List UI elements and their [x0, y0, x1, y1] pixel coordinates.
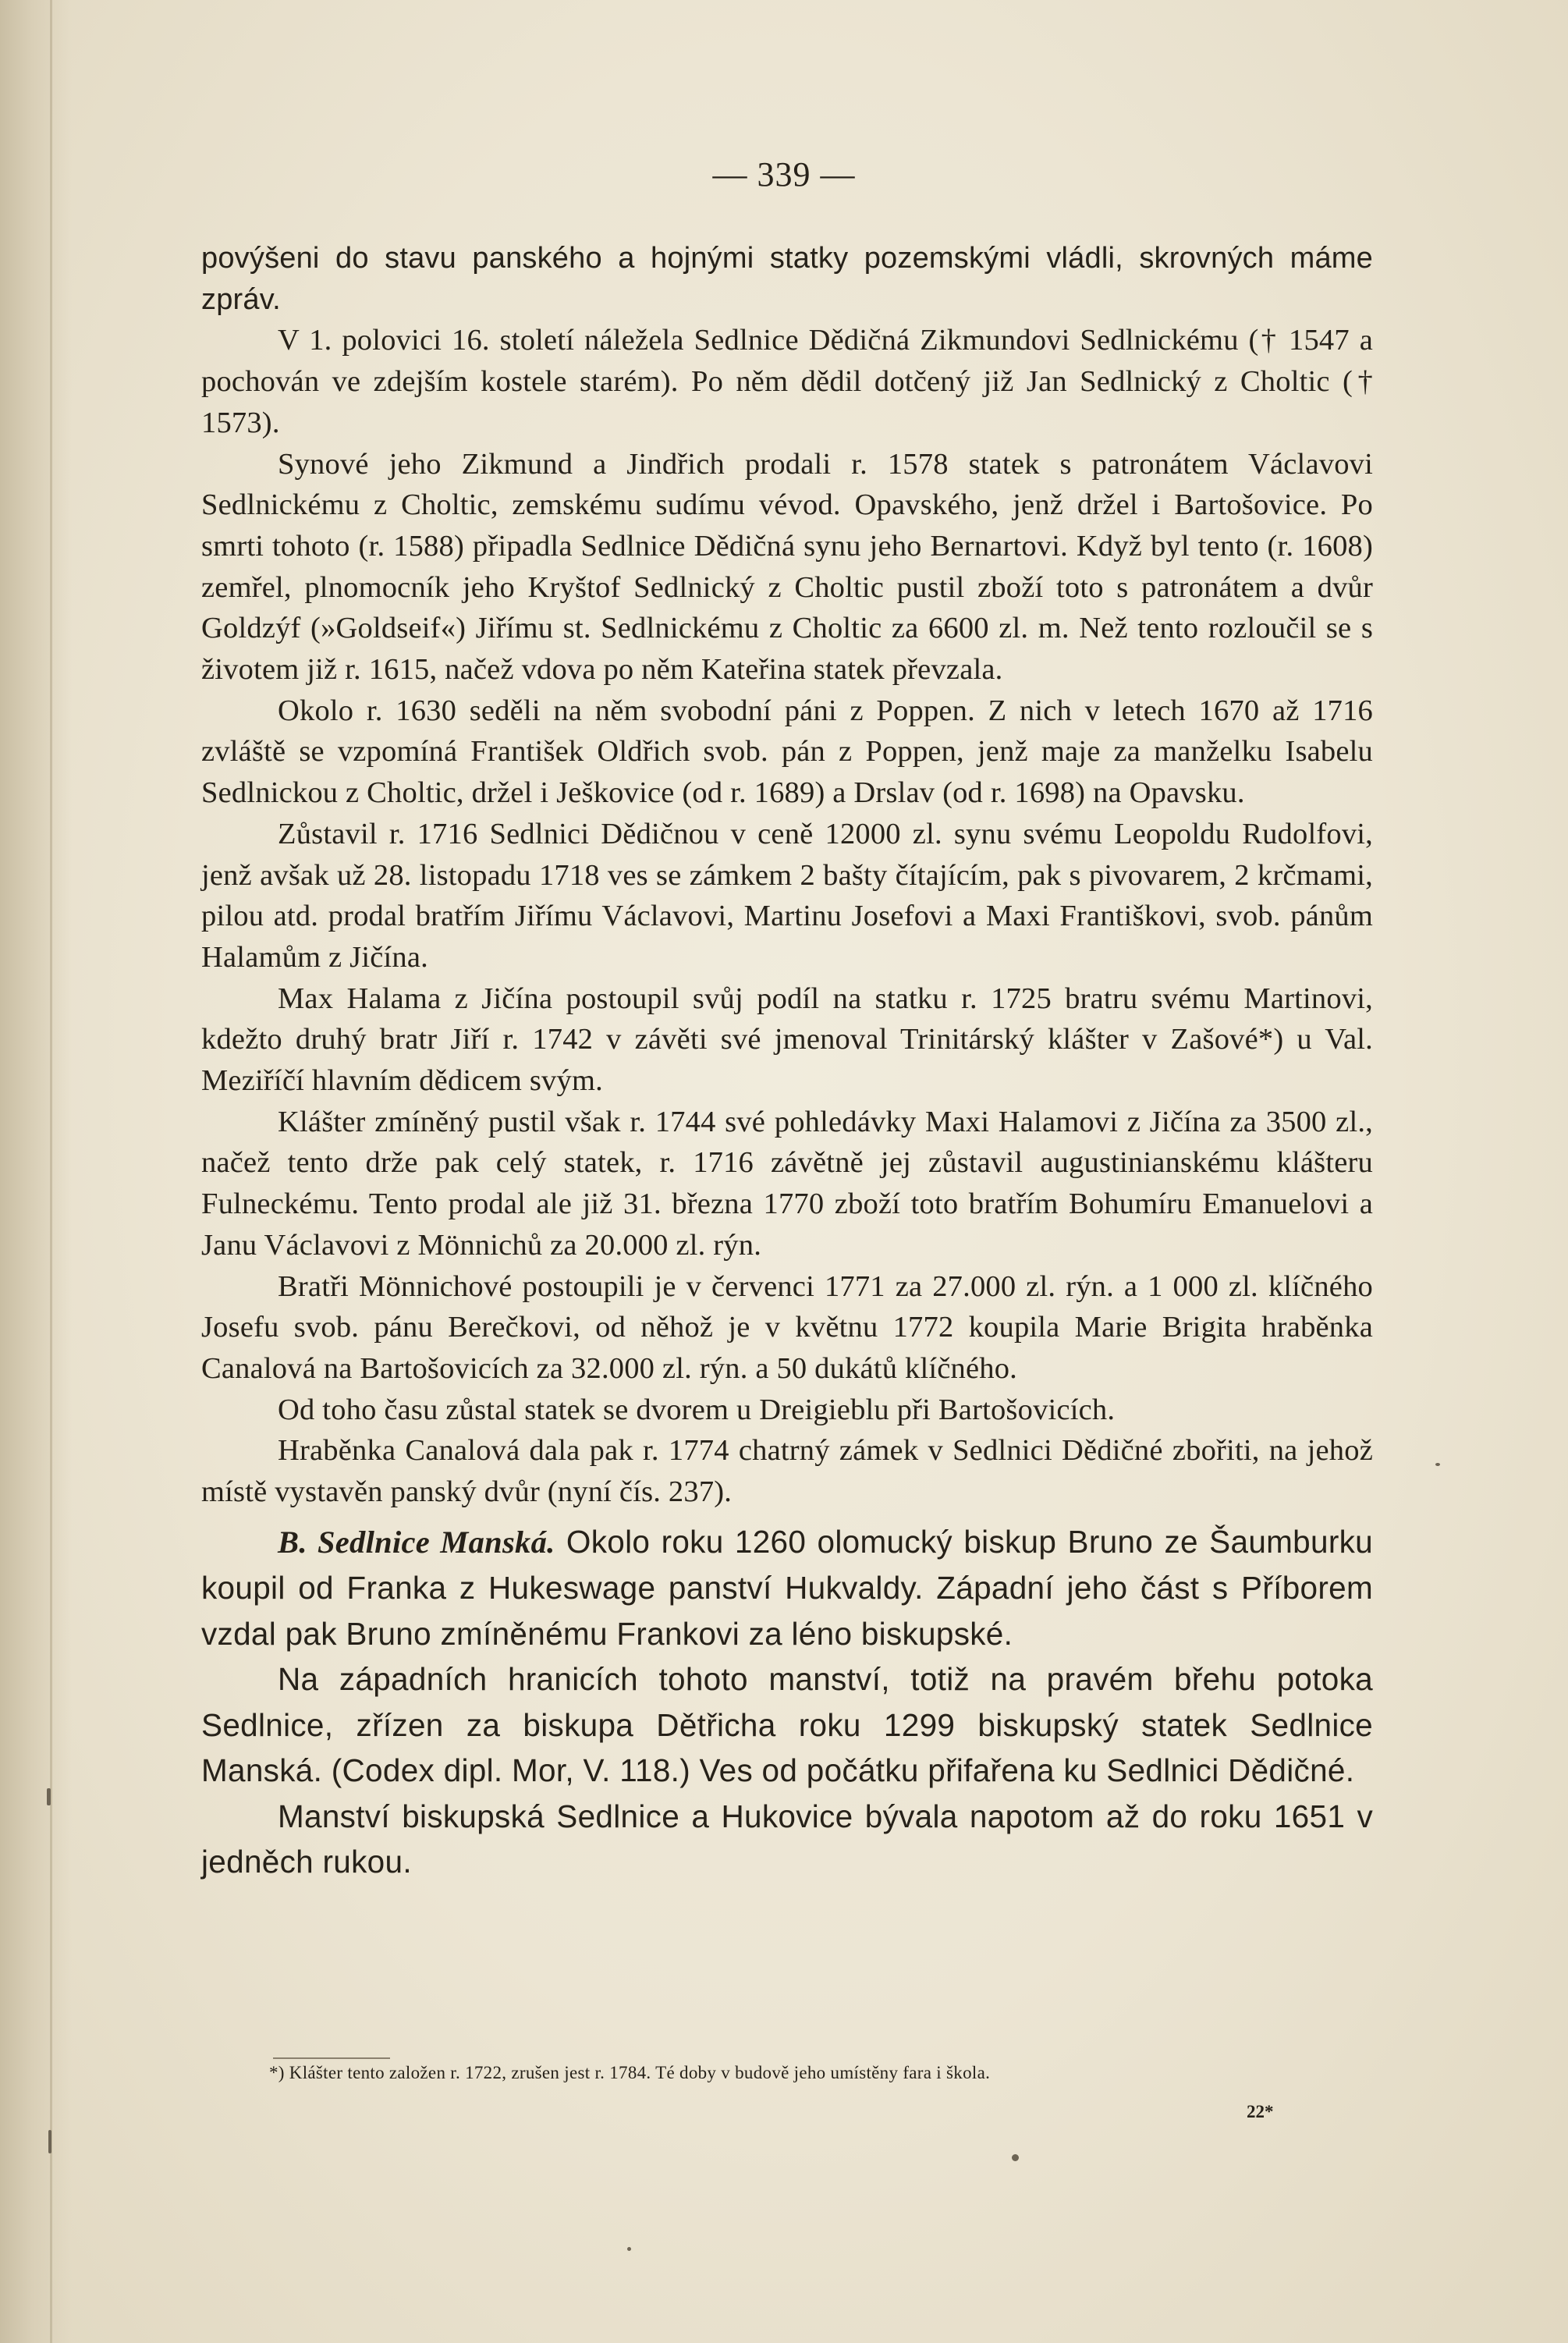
paragraph-8: Bratři Mönnichové postoupili je v červenci 1771 za 27.000 zl. rýn. a 1 000 zl. klíčného Josefu svob. pánu Berečkovi, od něhož je v květnu 1772 koupila Marie Brigita hraběnka Canalová na Bartošovicích za 32.000 zl. rýn. a 50 dukátů klíčného. — [201, 1269, 1373, 1385]
paragraph-4: Okolo r. 1630 seděli na něm svobodní páni z Poppen. Z nich v letech 1670 až 1716 zvláště se vzpomíná František Oldřich svob. pán z Poppen, jenž maje za manželku Isabelu Sedlnickou z Choltic, držel i Ješkovice (od r. 1689) a Drslav (od r. 1698) na Opavsku. — [201, 694, 1373, 810]
paragraph-7: Klášter zmíněný pustil však r. 1744 své pohledávky Maxi Halamovi z Jičína za 3500 zl., načež tento drže pak celý statek, r. 1716 závětně jej zůstavil augustinianskému klášteru Fulneckému. Tento prodal ale již 31. března 1770 zboží toto bratřím Bohumíru Emanuelovi a Janu Václavovi z Mönnichů za 20.000 zl. rýn. — [201, 1105, 1373, 1262]
paragraph-9: Od toho času zůstal statek se dvorem u Dreigieblu při Bartošovicích. — [278, 1393, 1116, 1426]
paragraph-3: Synové jeho Zikmund a Jindřich prodali r. 1578 statek s patronátem Václavovi Sedlnickému z Choltic, zemskému sudímu vévod. Opavského, jenž držel i Bartošovice. Po smrti tohoto (r. 1588) připadla Sedlnice Dědičná synu jeho Bernartovi. Když byl tento (r. 1608) zemřel, plnomocník jeho Kryštof Sedlnický z Choltic pustil zboží toto s patronátem a dvůr Goldzýf (»Goldseif«) Jiřímu st. Sedlnickému z Choltic za 6600 zl. m. Než tento rozloučil se s životem již r. 1615, načež vdova po něm Kateřina statek převzala. — [201, 447, 1373, 687]
page-number: — 339 — — [712, 155, 856, 193]
sheet-signature: 22* — [1247, 2102, 1274, 2121]
footnote-rule — [273, 2057, 390, 2059]
page-speck — [1435, 1463, 1440, 1466]
page-speck — [47, 1788, 51, 1805]
page-edge-line — [50, 0, 52, 2343]
paragraph-2: V 1. polovici 16. století náležela Sedlnice Dědičná Zikmundovi Sedlnickému († 1547 a pochován ve zdejším kostele starém). Po něm dědil dotčený již Jan Sedlnický z Choltic († 1573). — [201, 324, 1373, 439]
footnote: *) Klášter tento založen r. 1722, zrušen jest r. 1784. Té doby v budově jeho umístěny fara i škola. — [269, 2063, 991, 2082]
body-text — [201, 238, 1373, 1885]
paragraph-10: Hraběnka Canalová dala pak r. 1774 chatrný zámek v Sedlnici Dědičné zbořiti, na jehož místě vystavěn panský dvůr (nyní čís. 237). — [201, 1434, 1373, 1509]
page-speck — [1012, 2154, 1019, 2161]
section-paragraph-2: Manství biskupská Sedlnice a Hukovice bývala napotom až do roku 1651 v jedněch rukou. — [201, 1798, 1373, 1880]
page-binding-shadow — [0, 0, 72, 2343]
section-b-intro — [201, 1519, 1373, 1657]
section-intro-text: Okolo roku 1260 olomucký biskup Bruno ze Šaumburku koupil od Franka z Hukeswage panství Hukvaldy. Západní jeho část s Příborem vzdal pak Bruno zmíněnému Frankovi za léno biskupské. — [201, 1523, 1373, 1652]
paragraph-5: Zůstavil r. 1716 Sedlnici Dědičnou v ceně 12000 zl. synu svému Leopoldu Rudolfovi, jenž avšak už 28. listopadu 1718 ves se zámkem 2 bašty čítajícím, pak s pivovarem, 2 krčmami, pilou atd. prodal bratřím Jiřímu Václavovi, Martinu Josefovi a Maxi Františkovi, svob. pánům Halamům z Jičína. — [201, 817, 1373, 974]
paragraph-6: Max Halama z Jičína postoupil svůj podíl na statku r. 1725 bratru svému Martinovi, kdežto druhý bratr Jiří r. 1742 v závěti své jmenoval Trinitárský klášter v Zašové*) u Val. Meziříčí hlavním dědicem svým. — [201, 982, 1373, 1098]
paragraph-1: povýšeni do stavu panského a hojnými statky pozemskými vládli, skrovných máme zpráv. — [201, 242, 1373, 316]
section-paragraph-1: Na západních hranicích tohoto manství, totiž na pravém břehu potoka Sedlnice, zřízen za biskupa Dětřicha roku 1299 biskupský statek Sedlnice Manská. (Codex dipl. Mor, V. 118.) Ves od počátku přifařena ku Sedlnici Dědičné. — [201, 1661, 1373, 1789]
page-speck — [48, 2130, 51, 2153]
page-speck — [627, 2247, 631, 2251]
section-title: B. Sedlnice Manská. — [278, 1524, 555, 1560]
